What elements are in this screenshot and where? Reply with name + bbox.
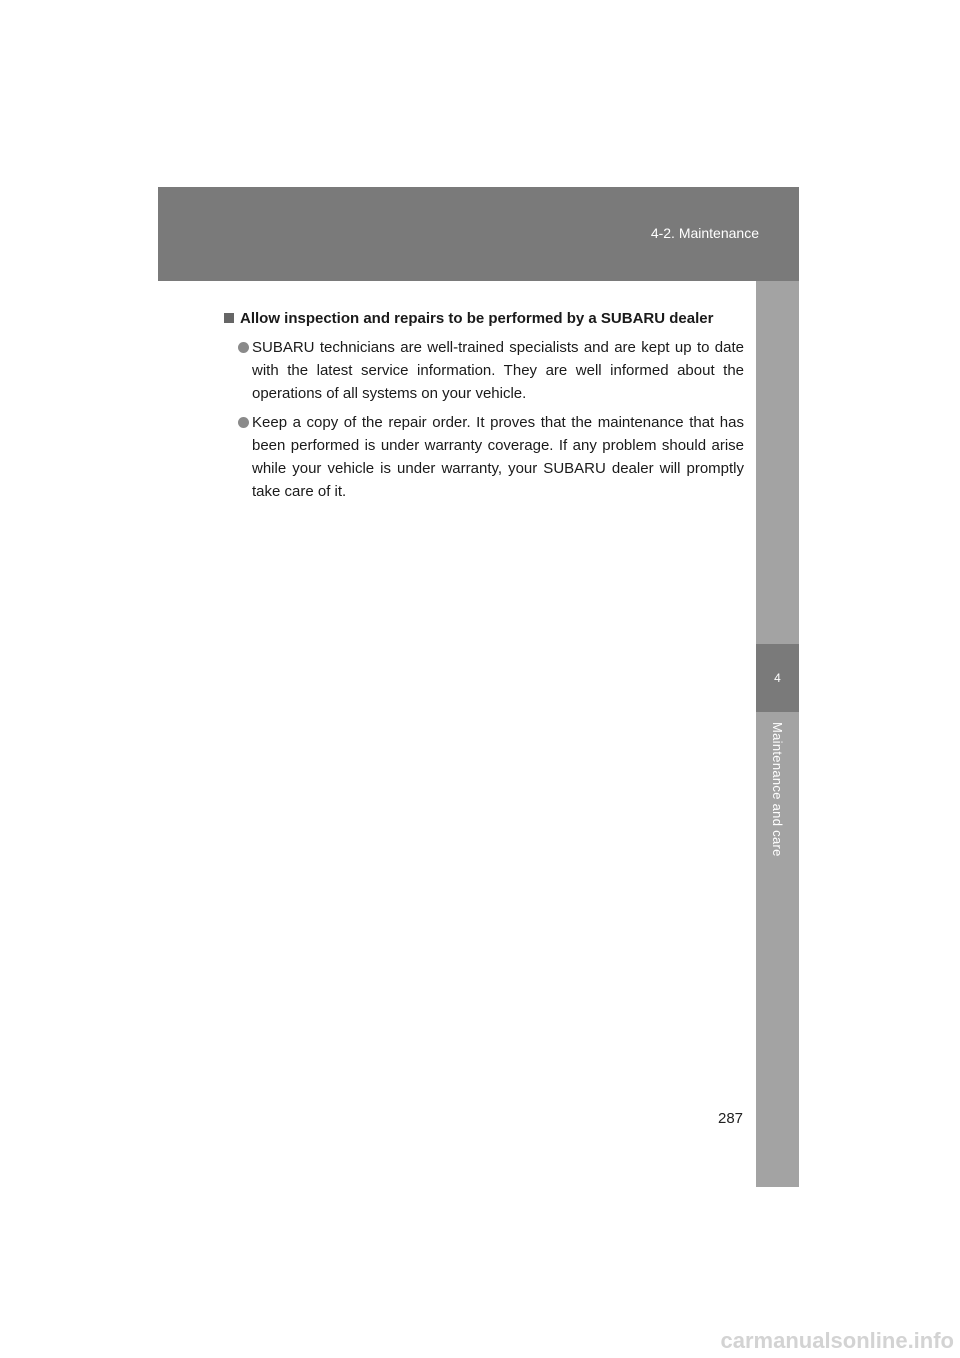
side-tab-top xyxy=(756,281,799,644)
header-band xyxy=(158,187,799,281)
side-tab-bottom xyxy=(756,712,799,1187)
chapter-label: Maintenance and care xyxy=(770,722,785,857)
square-bullet-icon xyxy=(224,313,234,323)
circle-bullet-icon xyxy=(238,417,249,428)
list-item xyxy=(224,411,744,503)
watermark: carmanualsonline.info xyxy=(720,1328,954,1353)
page-number: 287 xyxy=(718,1110,744,1127)
circle-bullet-icon xyxy=(238,342,249,353)
chapter-number-tab: 4 xyxy=(756,644,799,712)
list-item-text: Keep a copy of the repair order. It proves that the maintenance that has been performed is under warranty coverage. If any problem should arise while your vehicle is under warranty, your SUBARU dealer will promptly take care of it. xyxy=(252,414,744,500)
main-content xyxy=(224,308,744,503)
list-item-text: SUBARU technicians are well-trained specialists and are kept up to date with the latest service information. They are well informed about the operations of all systems on your vehicle. xyxy=(252,339,744,402)
list-item xyxy=(224,336,744,405)
section-heading xyxy=(224,308,744,330)
section-title: 4-2. Maintenance xyxy=(650,225,759,241)
heading-text: Allow inspection and repairs to be performed by a SUBARU dealer xyxy=(240,310,714,327)
